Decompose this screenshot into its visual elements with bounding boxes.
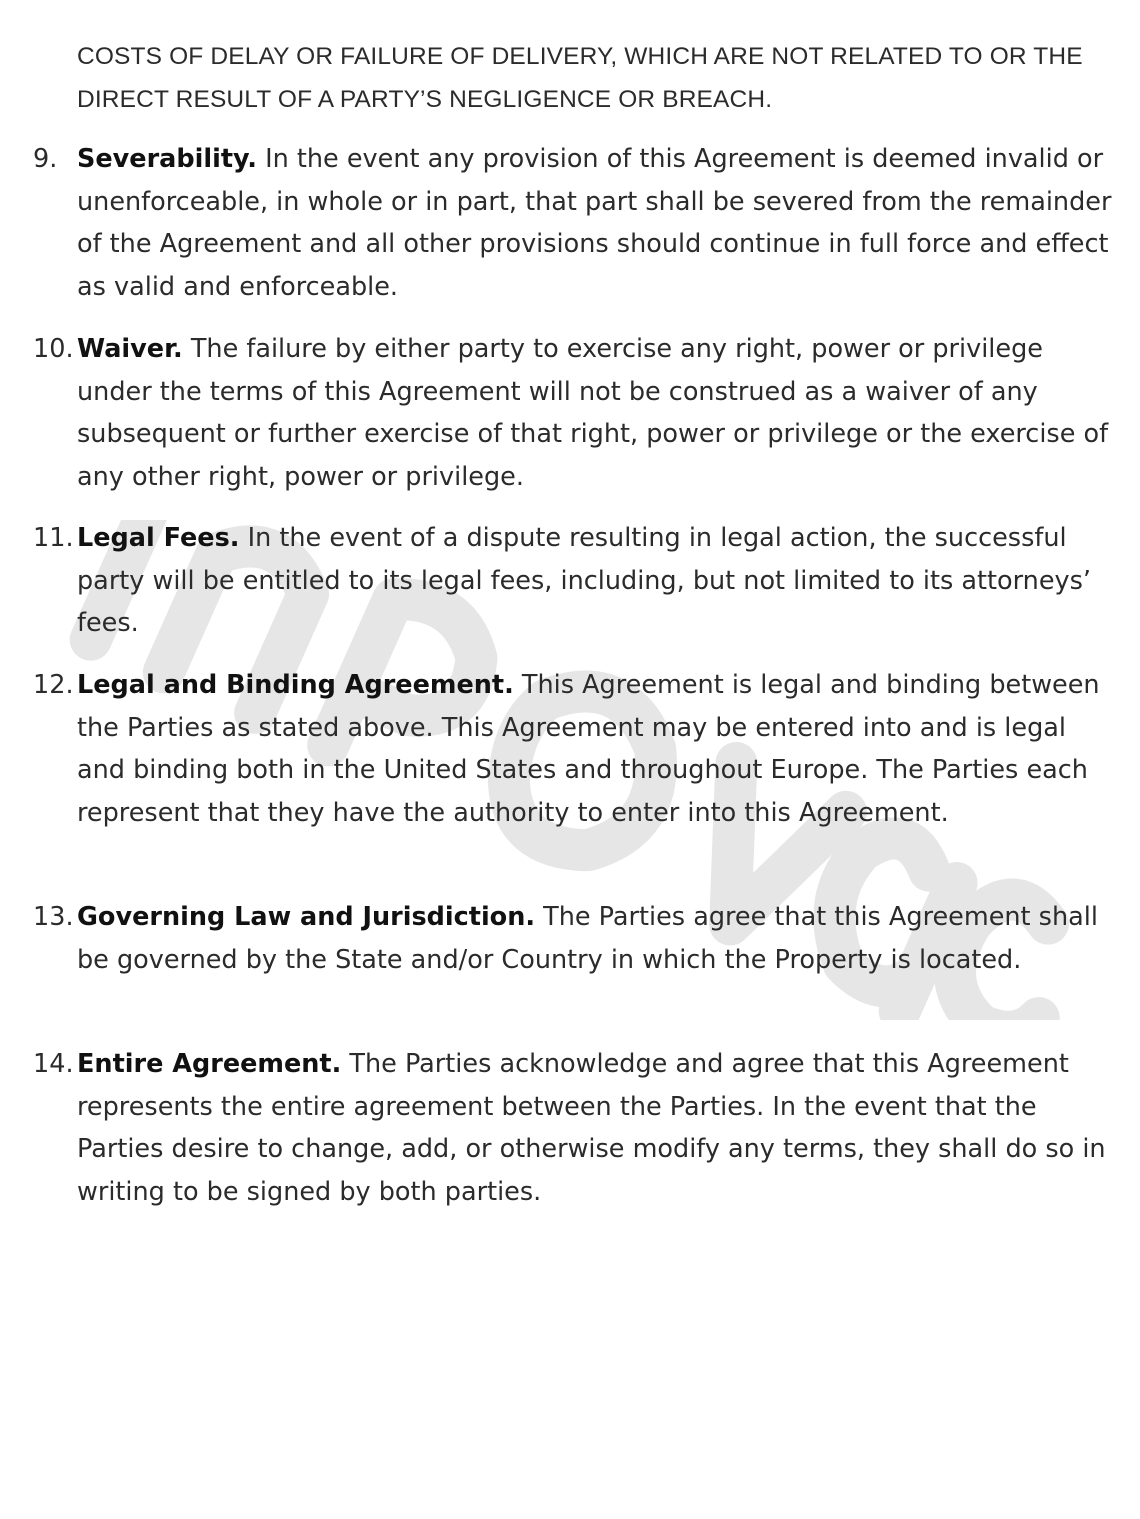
section-heading: Governing Law and Jurisdiction.: [77, 902, 536, 932]
section-text: The Parties agree that this Agreement shall be governed by the State and/or Country in which the Property is located.: [77, 902, 1098, 975]
carryover-paragraph: COSTS OF DELAY OR FAILURE OF DELIVERY, WHICH ARE NOT RELATED TO OR THE DIRECT RESULT OF A PARTY’S NEGLIGENCE OR BREACH.: [77, 43, 1083, 113]
section-body: [77, 1043, 1122, 1213]
section-number: 12.: [33, 670, 74, 700]
section-body: [77, 328, 1122, 498]
section-heading: Legal and Binding Agreement.: [77, 670, 514, 700]
section-heading: Severability.: [77, 144, 257, 174]
section-heading: Entire Agreement.: [77, 1049, 342, 1079]
section-body: [77, 138, 1122, 308]
section-text: The Parties acknowledge and agree that this Agreement represents the entire agreement between the Parties. In the event that the Parties desire to change, add, or otherwise modify any terms, they shall do so in writing to be signed by both parties.: [77, 1049, 1106, 1207]
section-text: In the event any provision of this Agreement is deemed invalid or unenforceable, in whole or in part, that part shall be severed from the remainder of the Agreement and all other provisions should continue in full force and effect as valid and enforceable.: [77, 144, 1112, 302]
section-number: 14.: [33, 1049, 74, 1079]
section-body: [77, 664, 1122, 834]
section-number: 9.: [33, 144, 58, 174]
section-body: [77, 517, 1122, 645]
section-heading: Legal Fees.: [77, 523, 240, 553]
section-number: 10.: [33, 334, 74, 364]
section-text: This Agreement is legal and binding between the Parties as stated above. This Agreement may be entered into and is legal and binding both in the United States and throughout Europe. The Parties each represent that they have the authority to enter into this Agreement.: [77, 670, 1100, 828]
section-number: 13.: [33, 902, 74, 932]
section-body: [77, 896, 1122, 981]
section-heading: Waiver.: [77, 334, 183, 364]
section-text: The failure by either party to exercise any right, power or privilege under the terms of this Agreement will not be construed as a waiver of any subsequent or further exercise of that right, power or privilege or the exercise of any other right, power or privilege.: [77, 334, 1109, 492]
section-number: 11.: [33, 523, 74, 553]
section-text: In the event of a dispute resulting in legal action, the successful party will be entitled to its legal fees, including, but not limited to its attorneys’ fees.: [77, 523, 1091, 638]
